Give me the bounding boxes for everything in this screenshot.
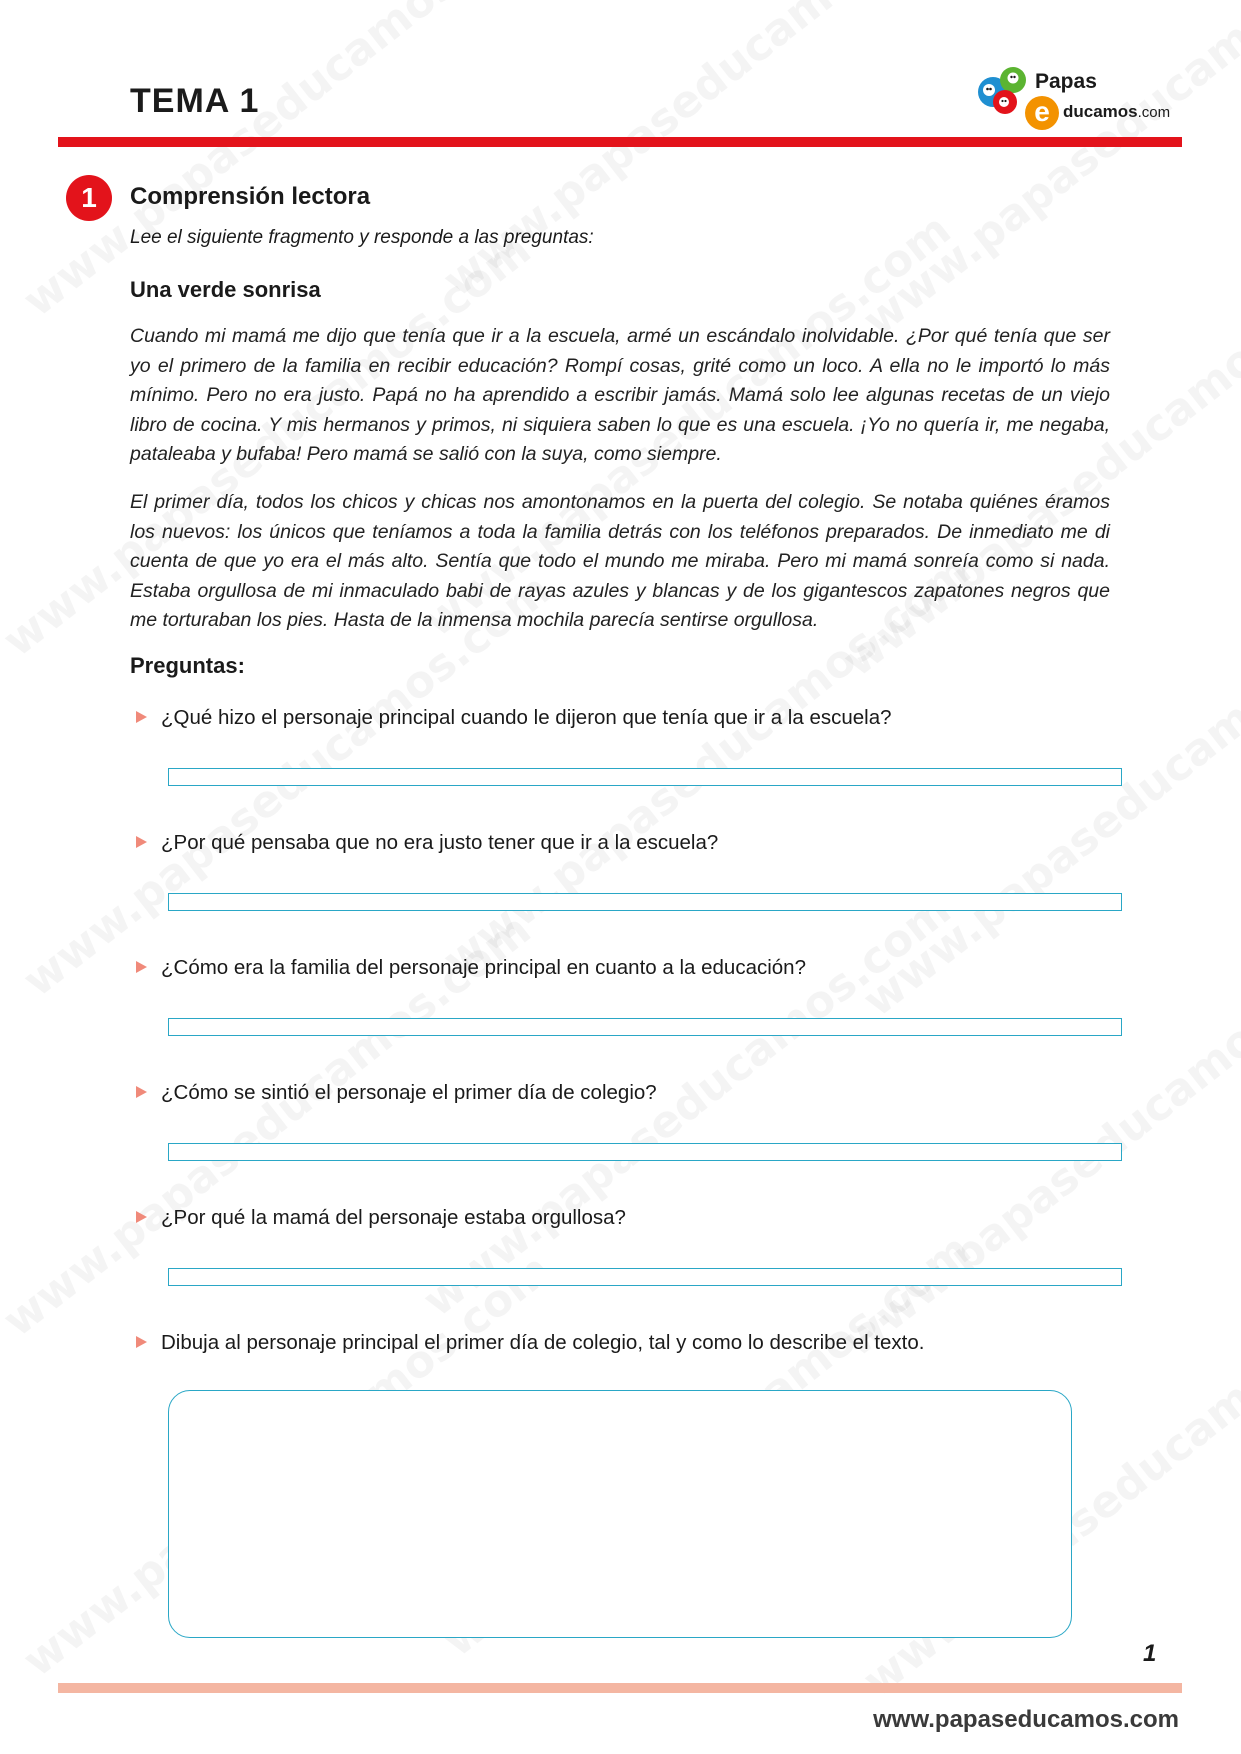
logo-text-educamos (1063, 102, 1170, 122)
answer-field-1[interactable] (168, 768, 1122, 786)
bullet-arrow-icon (136, 711, 147, 723)
question-6 (136, 1331, 924, 1355)
question-2 (136, 831, 718, 855)
bullet-arrow-icon (136, 1086, 147, 1098)
story-paragraph-2: El primer día, todos los chicos y chicas nos amontonamos en la puerta del colegio. Se notaba quiénes éramos los nuevos: los únicos que teníamos a toda la familia detrás con los teléfonos preparados. De inmediato me di cuenta de que yo era el más alto. Sentía que todo el mundo me miraba. Pero mi mamá sonreía como si nada. Estaba orgullosa de mi inmaculado babi de rayas azules y blancas y de los gigantescos zapatones negros que me torturaban los pies. Hasta de la inmensa mochila parecía sentirse orgullosa. (130, 491, 1110, 631)
page-number: 1 (1143, 1640, 1157, 1667)
answer-field-3[interactable] (168, 1018, 1122, 1036)
question-5 (136, 1206, 626, 1230)
papaseducamos-logo (975, 62, 1180, 132)
footer-url: www.papaseducamos.com (873, 1706, 1179, 1733)
story-paragraph-1: Cuando mi mamá me dijo que tenía que ir a la escuela, armé un escándalo inolvidable. ¿Por qué tenía que ser yo el primero de la familia en recibir educación? Rompí cosas, grité como un loco. A ella no le importó lo más mínimo. Pero no era justo. Papá no ha aprendido a escribir jamás. Mamá solo lee algunas recetas de un viejo libro de cocina. Y mis hermanos y primos, ni siquiera saben lo que es una escuela. ¡Yo no quería ir, me negaba, pataleaba y bufaba! Pero mamá se salió con la suya, como siempre. (130, 325, 1110, 465)
question-3-text: ¿Cómo era la familia del personaje principal en cuanto a la educación? (161, 956, 806, 979)
bullet-arrow-icon (136, 1211, 147, 1223)
story-title: Una verde sonrisa (130, 277, 321, 302)
question-4-text: ¿Cómo se sintió el personaje el primer día de colegio? (161, 1081, 657, 1104)
footer-divider (58, 1683, 1182, 1693)
bullet-arrow-icon (136, 836, 147, 848)
section-title: Comprensión lectora (130, 183, 371, 210)
answer-field-2[interactable] (168, 893, 1122, 911)
section-instruction: Lee el siguiente fragmento y responde a las preguntas: (130, 227, 594, 248)
logo-text-papas: Papas (1035, 70, 1097, 93)
question-3 (136, 956, 806, 980)
question-2-text: ¿Por qué pensaba que no era justo tener que ir a la escuela? (161, 831, 719, 854)
logo-text-com: .com (1137, 104, 1171, 121)
question-1-text: ¿Qué hizo el personaje principal cuando le dijeron que tenía que ir a la escuela? (161, 706, 892, 729)
bullet-arrow-icon (136, 961, 147, 973)
page-title: TEMA 1 (130, 82, 260, 120)
header-divider (58, 137, 1182, 147)
question-1 (136, 706, 892, 730)
question-4 (136, 1081, 657, 1105)
answer-field-4[interactable] (168, 1143, 1122, 1161)
question-5-text: ¿Por qué la mamá del personaje estaba orgullosa? (161, 1206, 626, 1229)
bullet-arrow-icon (136, 1336, 147, 1348)
answer-field-5[interactable] (168, 1268, 1122, 1286)
question-6-text: Dibuja al personaje principal el primer día de colegio, tal y como lo describe el texto. (161, 1331, 925, 1354)
section-number-badge: 1 (66, 175, 112, 221)
drawing-area[interactable] (168, 1390, 1072, 1638)
logo-text-ducamos: ducamos (1063, 102, 1138, 121)
logo-e-badge: e (1025, 96, 1059, 130)
questions-heading: Preguntas: (130, 653, 245, 678)
